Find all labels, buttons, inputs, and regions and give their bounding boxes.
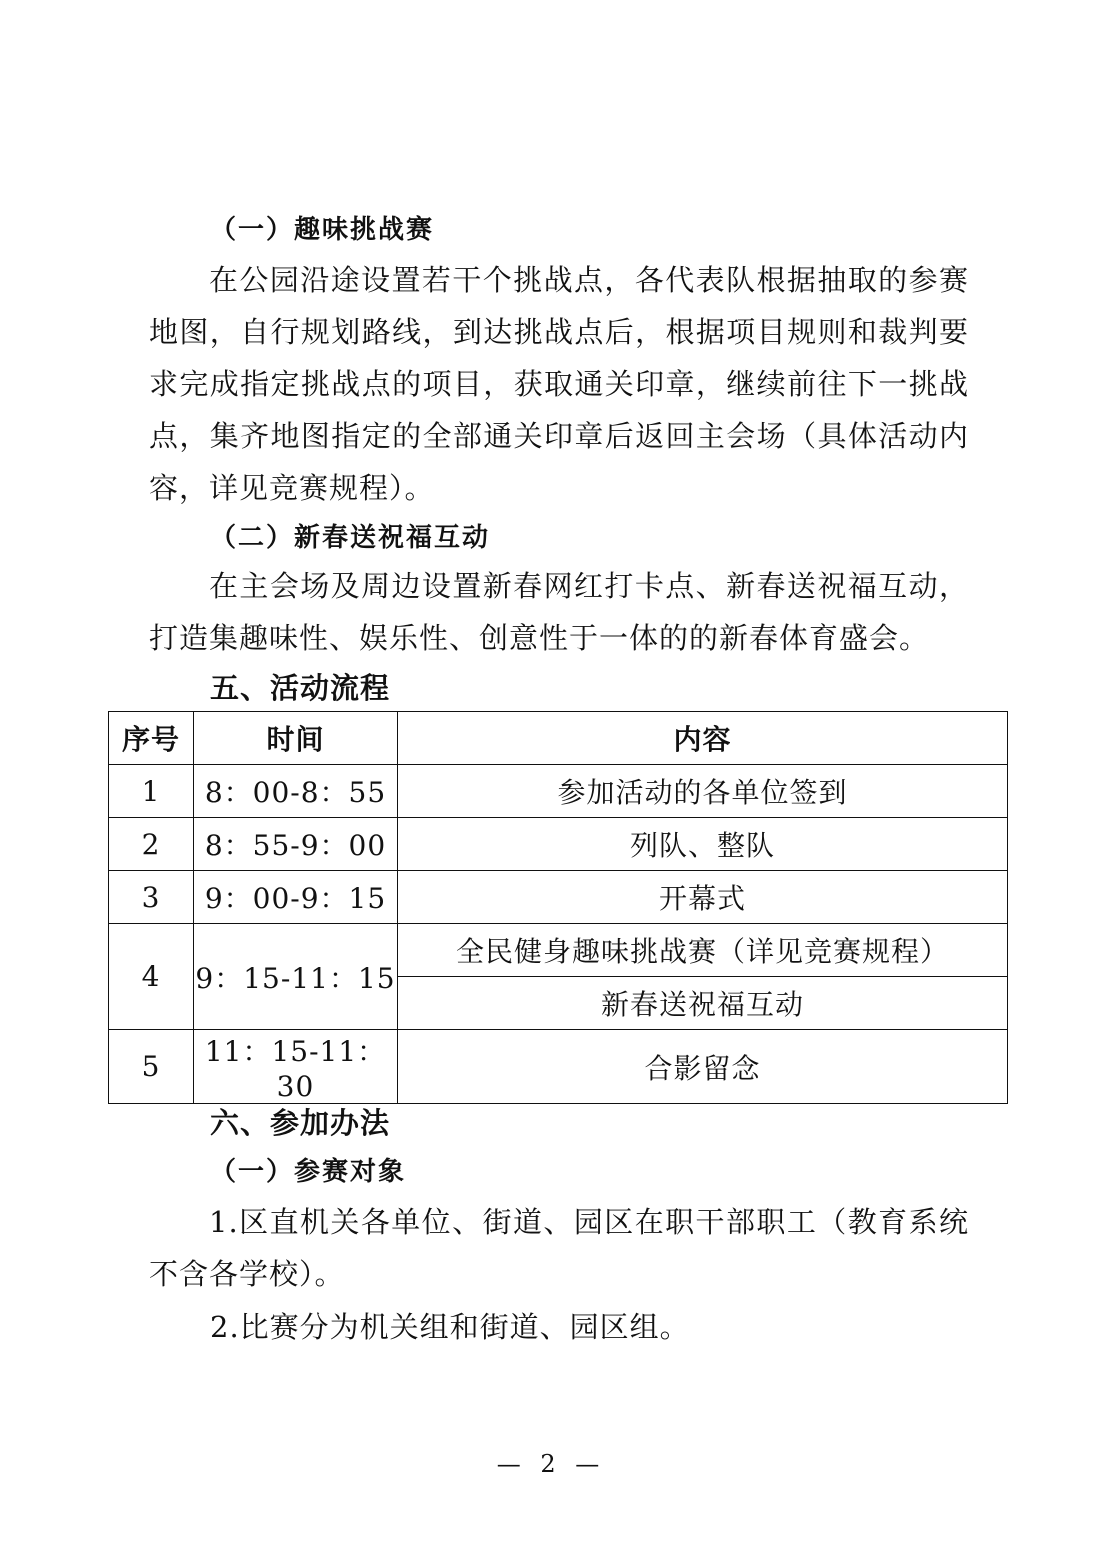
row-no: 3 xyxy=(109,871,194,924)
paragraph-fun-challenge xyxy=(149,254,969,514)
table-header-row xyxy=(109,712,1008,765)
row-content: 合影留念 xyxy=(398,1030,1008,1104)
row-content: 参加活动的各单位签到 xyxy=(398,765,1008,818)
header-time: 时间 xyxy=(194,712,398,765)
table-row xyxy=(109,924,1008,977)
row-content: 开幕式 xyxy=(398,871,1008,924)
heading-participation: 六、参加办法 xyxy=(210,1106,391,1140)
page-number: — 2 — xyxy=(496,1450,606,1478)
row-content: 列队、整队 xyxy=(398,818,1008,871)
heading-spring-greetings: （二）新春送祝福互动 xyxy=(210,523,491,553)
table-row xyxy=(109,1030,1008,1104)
heading-activity-flow: 五、活动流程 xyxy=(210,671,391,705)
row-time: 9：15-11：15 xyxy=(194,924,398,1030)
row-time: 8：00-8：55 xyxy=(194,765,398,818)
paragraph-spring-greetings-text: 在主会场及周边设置新春网红打卡点、新春送祝福互动，打造集趣味性、娱乐性、创意性于一体的的新春体育盛会。 xyxy=(149,569,969,655)
heading-participants: （一）参赛对象 xyxy=(210,1157,407,1187)
row-no: 2 xyxy=(109,818,194,871)
row-time: 8：55-9：00 xyxy=(194,818,398,871)
paragraph-participants-1-text: 1.区直机关各单位、街道、园区在职干部职工（教育系统不含各学校）。 xyxy=(149,1205,969,1291)
heading-fun-challenge: （一）趣味挑战赛 xyxy=(210,215,435,245)
paragraph-participants-2: 2.比赛分为机关组和街道、园区组。 xyxy=(210,1310,690,1344)
header-no: 序号 xyxy=(109,712,194,765)
paragraph-participants-1 xyxy=(149,1196,969,1300)
table-row xyxy=(109,818,1008,871)
table-row xyxy=(109,871,1008,924)
table-row xyxy=(109,765,1008,818)
header-content: 内容 xyxy=(398,712,1008,765)
row-content: 全民健身趣味挑战赛（详见竞赛规程） xyxy=(398,924,1008,977)
row-no: 1 xyxy=(109,765,194,818)
row-no: 5 xyxy=(109,1030,194,1104)
row-time: 11：15-11：30 xyxy=(194,1030,398,1104)
activity-flow-table xyxy=(108,711,1008,1104)
paragraph-fun-challenge-text: 在公园沿途设置若干个挑战点，各代表队根据抽取的参赛地图，自行规划路线，到达挑战点后，根据项目规则和裁判要求完成指定挑战点的项目，获取通关印章，继续前往下一挑战点，集齐地图指定的全部通关印章后返回主会场（具体活动内容，详见竞赛规程）。 xyxy=(149,263,969,505)
row-time: 9：00-9：15 xyxy=(194,871,398,924)
paragraph-spring-greetings xyxy=(149,560,969,664)
row-no: 4 xyxy=(109,924,194,1030)
row-content-secondary: 新春送祝福互动 xyxy=(398,977,1008,1030)
